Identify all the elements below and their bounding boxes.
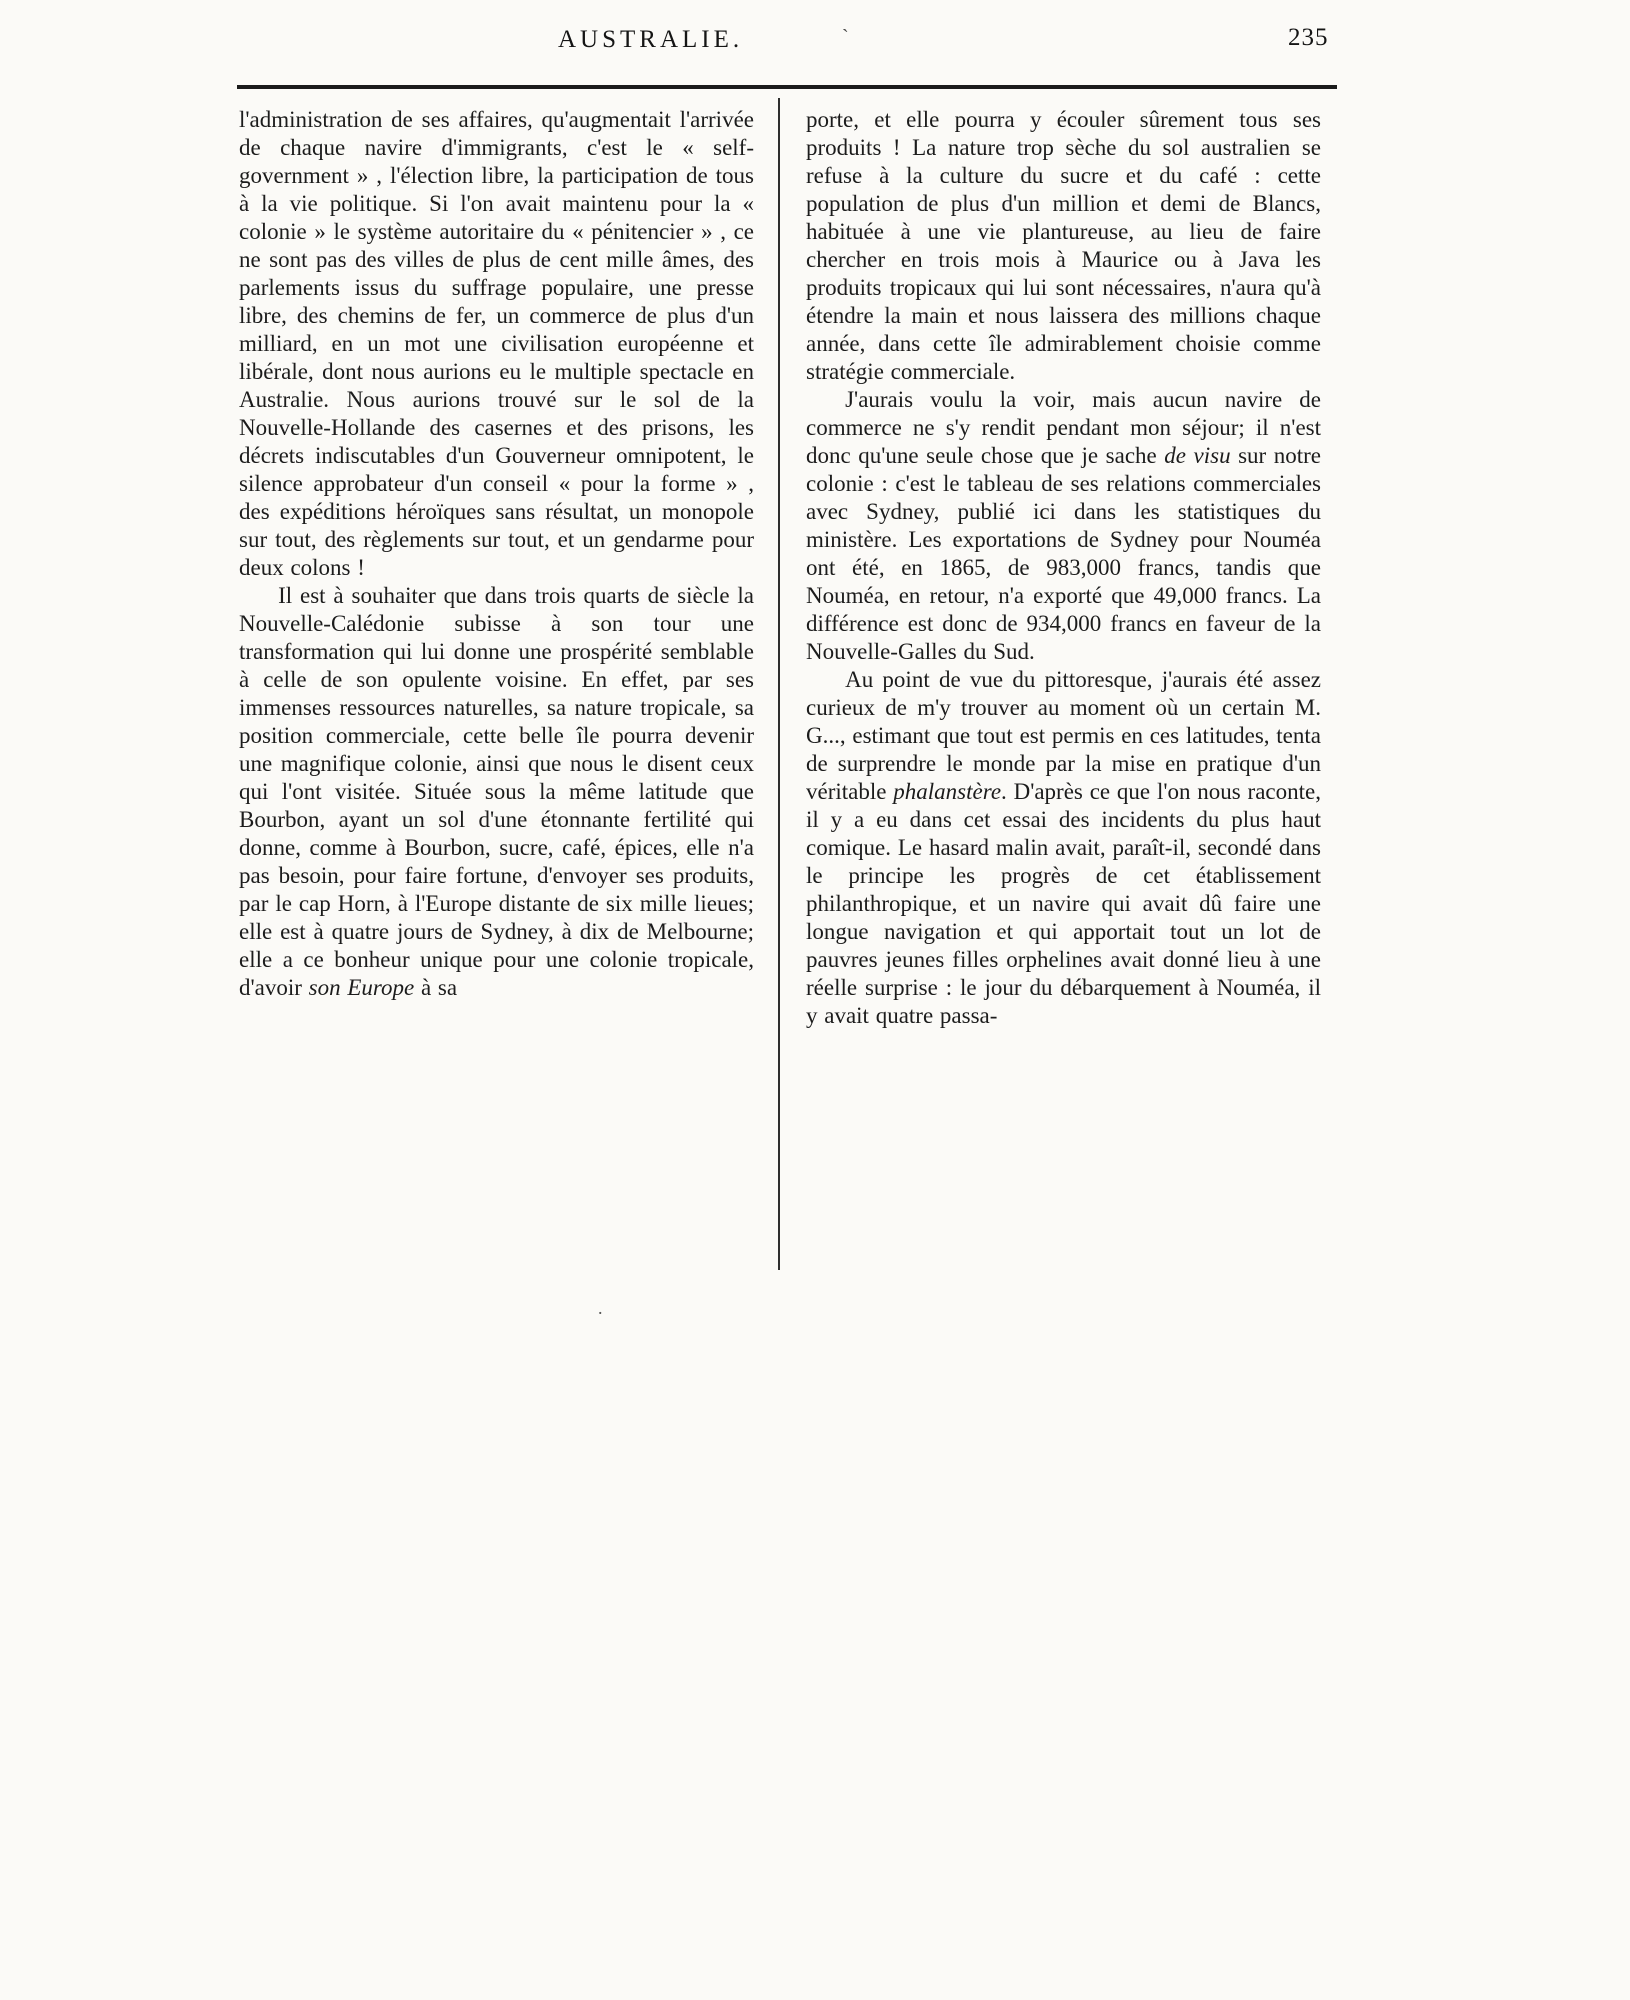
paragraph xyxy=(806,106,1321,386)
text-segment: phalanstère xyxy=(893,779,1002,804)
text-segment: Au point de vue du pittoresque, j'aurais été assez curieux de m'y trouver au moment où un certain M. G..., estimant que tout est permis en ces latitudes, tenta de surprendre le monde par la mise en pratique d'un véritable xyxy=(806,667,1321,804)
column-left xyxy=(239,106,754,1002)
text-segment: Il est à souhaiter que dans trois quarts de siècle la Nouvelle-Calédonie subisse à son tour une transformation qui lui donne une prospérité semblable à celle de son opulente voisine. En effet, par ses immenses ressources naturelles, sa nature tropicale, sa position commerciale, cette belle île pourra devenir une magnifique colonie, ainsi que nous le disent ceux qui l'ont visitée. Située sous la même latitude que Bourbon, ayant un sol d'une étonnante fertilité qui donne, comme à Bourbon, sucre, café, épices, elle n'a pas besoin, pour faire fortune, d'envoyer ses produits, par le cap Horn, à l'Europe distante de six mille lieues; elle est à quatre jours de Sydney, à dix de Melbourne; elle a ce bonheur unique pour une colonie tropicale, d'avoir xyxy=(239,583,754,1000)
paragraph xyxy=(239,582,754,1002)
text-segment: à sa xyxy=(414,975,458,1000)
text-segment: de visu xyxy=(1164,443,1231,468)
paragraph xyxy=(239,106,754,582)
text-segment: . D'après ce que l'on nous raconte, il y a eu dans cet essai des incidents du plus haut comique. Le hasard malin avait, paraît-il, secondé dans le principe les progrès de cet établissement philanthropique, et un navire qui avait dû faire une longue navigation et qui apportait tout un lot de pauvres jeunes filles orphelines avait donné lieu à une réelle surprise : le jour du débarquement à Nouméa, il y avait quatre passa- xyxy=(806,779,1321,1028)
text-segment: sur notre colonie : c'est le tableau de ses relations commerciales avec Sydney, publié ici dans les statistiques du ministère. Les exportations de Sydney pour Nouméa ont été, en 1865, de 983,000 francs, tandis que Nouméa, en retour, n'a exporté que 49,000 francs. La différence est donc de 934,000 francs en faveur de la Nouvelle-Galles du Sud. xyxy=(806,443,1322,664)
column-divider-rule xyxy=(778,98,780,1270)
stray-scan-mark: ˋ xyxy=(842,26,849,48)
paragraph xyxy=(806,386,1321,666)
header-rule xyxy=(237,85,1337,89)
running-head-title: AUSTRALIE. xyxy=(558,26,744,53)
column-right xyxy=(806,106,1321,1030)
text-segment: J'aurais voulu la voir, mais aucun navire de commerce ne s'y rendit pendant mon séjour; il n'est donc qu'une seule chose que je sache xyxy=(806,387,1321,468)
text-segment: porte, et elle pourra y écouler sûrement tous ses produits ! La nature trop sèche du sol australien se refuse à la culture du sucre et du café : cette population de plus d'un million et demi de Blancs, habituée à une vie plantureuse, au lieu de faire chercher en trois mois à Maurice ou à Java les produits tropicaux qui lui sont nécessaires, n'aura qu'à étendre la main et nous laissera des millions chaque année, dans cette île admirablement choisie comme stratégie commerciale. xyxy=(806,107,1321,384)
stray-scan-dot: . xyxy=(598,1298,603,1318)
text-segment: son Europe xyxy=(308,975,415,1000)
page-number: 235 xyxy=(1288,24,1329,51)
text-segment: l'administration de ses affaires, qu'augmentait l'arrivée de chaque navire d'immigrants, c'est le « self-government » , l'élection libre, la participation de tous à la vie politique. Si l'on avait maintenu pour la « colonie » le système autoritaire du « pénitencier » , ce ne sont pas des villes de plus de cent mille âmes, des parlements issus du suffrage populaire, une presse libre, des chemins de fer, un commerce de plus d'un milliard, en un mot une civilisation européenne et libérale, dont nous aurions eu le multiple spectacle en Australie. Nous aurions trouvé sur le sol de la Nouvelle-Hollande des casernes et des prisons, les décrets indiscutables d'un Gouverneur omnipotent, le silence approbateur d'un conseil « pour la forme » , des expéditions héroïques sans résultat, un monopole sur tout, des règlements sur tout, et un gendarme pour deux colons ! xyxy=(239,107,754,580)
paragraph xyxy=(806,666,1321,1030)
